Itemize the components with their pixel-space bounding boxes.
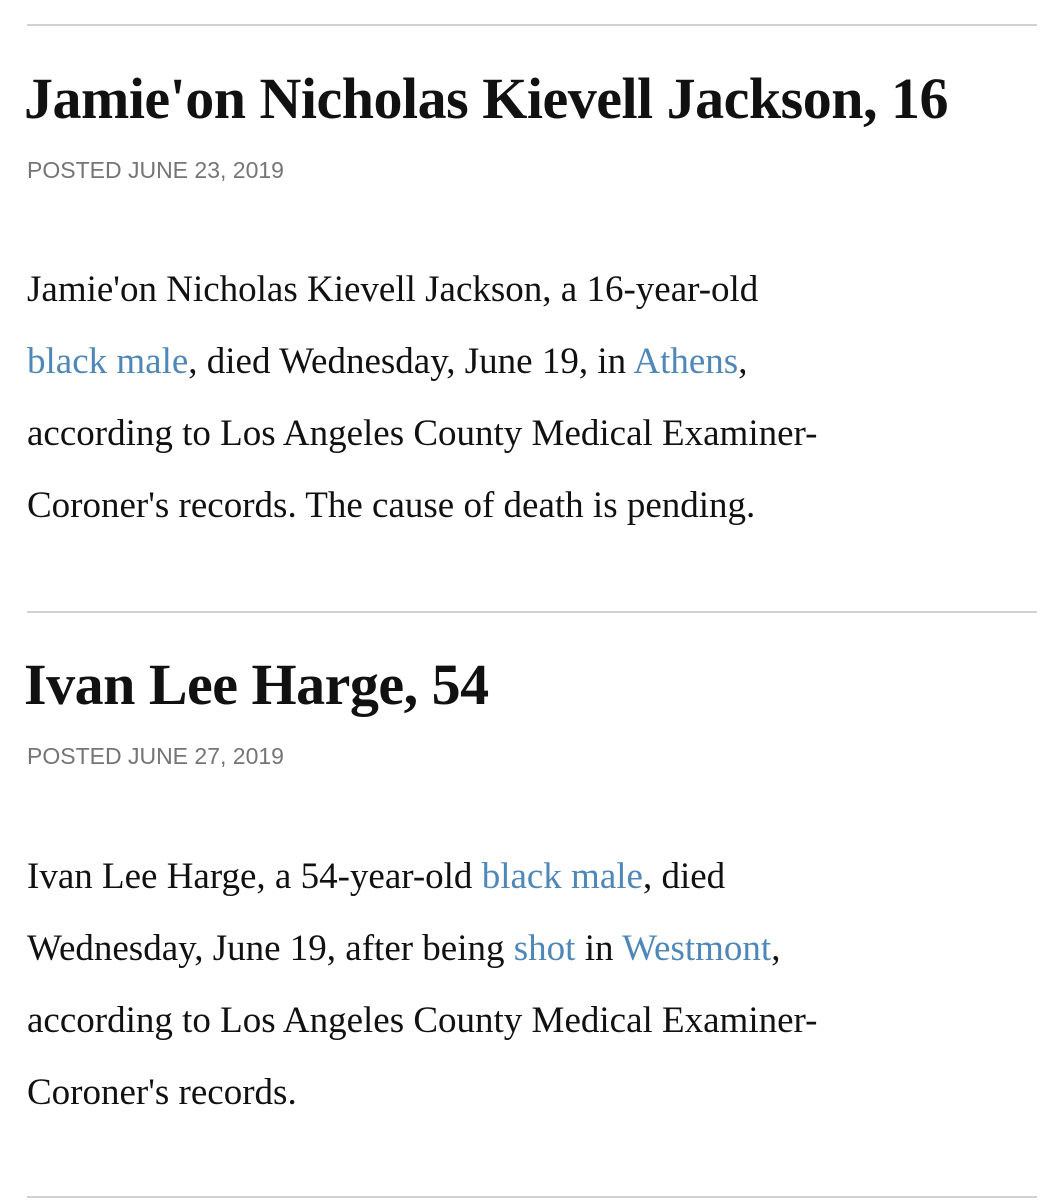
body-line: according to Los Angeles County Medical Examiner- xyxy=(27,413,818,454)
location-link-athens[interactable]: Athens xyxy=(633,341,739,382)
body-line: according to Los Angeles County Medical Examiner- xyxy=(27,1000,818,1041)
entry-divider xyxy=(27,611,1037,613)
body-line: Coroner's records. xyxy=(27,1072,297,1113)
body-text-fragment: , died xyxy=(642,856,726,897)
race-link[interactable]: black male xyxy=(27,341,189,382)
posted-date-harge: POSTED JUNE 27, 2019 xyxy=(27,743,284,769)
cause-link-shot[interactable]: shot xyxy=(513,928,576,969)
body-text-fragment: , xyxy=(771,928,781,969)
body-text-fragment: in xyxy=(575,928,623,969)
body-line xyxy=(27,326,1037,398)
race-link[interactable]: black male xyxy=(481,856,643,897)
bottom-divider xyxy=(27,1196,1037,1198)
location-link-westmont[interactable]: Westmont xyxy=(622,928,772,969)
body-text-fragment: Wednesday, June 19, after being xyxy=(27,928,514,969)
body-text-fragment: Ivan Lee Harge, a 54-year-old xyxy=(27,856,482,897)
posted-date-jackson: POSTED JUNE 23, 2019 xyxy=(27,157,284,183)
body-line: Coroner's records. The cause of death is pending. xyxy=(27,485,756,526)
body-text-fragment: , xyxy=(738,341,748,382)
top-divider xyxy=(27,24,1037,26)
body-text-fragment: , died Wednesday, June 19, in xyxy=(188,341,634,382)
body-line: Jamie'on Nicholas Kievell Jackson, a 16-year-old xyxy=(27,269,759,310)
entry-title-jackson[interactable]: Jamie'on Nicholas Kievell Jackson, 16 xyxy=(24,66,948,131)
entry-body-harge xyxy=(27,841,1037,1129)
body-line xyxy=(27,841,1037,913)
body-line xyxy=(27,913,1037,985)
entry-title-harge[interactable]: Ivan Lee Harge, 54 xyxy=(24,652,489,717)
entry-body-jackson xyxy=(27,254,1037,542)
